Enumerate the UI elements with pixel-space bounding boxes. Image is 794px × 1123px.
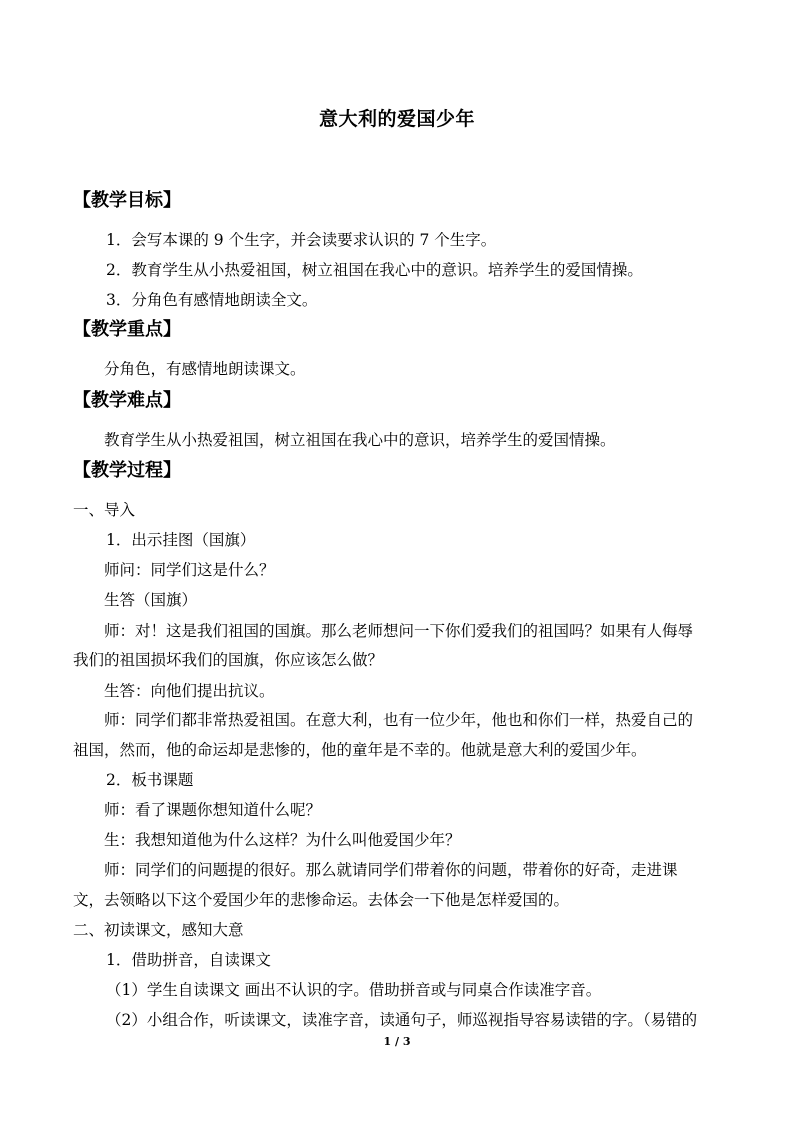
process-line: 师问：同学们这是什么？ bbox=[104, 561, 275, 579]
process-line: 2．板书课题 bbox=[106, 771, 194, 789]
section-heading-process: 【教学过程】 bbox=[73, 460, 181, 481]
section-heading-key: 【教学重点】 bbox=[73, 319, 181, 340]
process-line: 生：我想知道他为什么这样？为什么叫他爱国少年？ bbox=[104, 831, 461, 849]
process-line: 1．出示挂图（国旗） bbox=[106, 531, 256, 549]
process-line: 文，去领略以下这个爱国少年的悲惨命运。去体会一下他是怎样爱国的。 bbox=[73, 891, 570, 909]
key-text: 分角色，有感情地朗读课文。 bbox=[104, 360, 306, 378]
process-line: 师：对！这是我们祖国的国旗。那么老师想问一下你们爱我们的祖国吗？如果有人侮辱 bbox=[104, 622, 694, 640]
process-line: 师：看了课题你想知道什么呢？ bbox=[104, 801, 322, 819]
process-line: 我们的祖国损坏我们的国旗，你应该怎么做？ bbox=[73, 651, 384, 669]
difficulty-text: 教育学生从小热爱祖国，树立祖国在我心中的意识，培养学生的爱国情操。 bbox=[104, 431, 616, 449]
goal-item: 2．教育学生从小热爱祖国，树立祖国在我心中的意识。培养学生的爱国情操。 bbox=[106, 261, 643, 279]
goal-item: 1．会写本课的 9 个生字，并会读要求认识的 7 个生字。 bbox=[106, 231, 497, 249]
page-number: 1 / 3 bbox=[383, 1035, 411, 1048]
process-line: 师：同学们的问题提的很好。那么就请同学们带着你的问题，带着你的好奇，走进课 bbox=[104, 861, 678, 879]
process-line: （2）小组合作，听读课文，读准字音，读通句子，师巡视指导容易读错的字。（易错的 bbox=[106, 1011, 698, 1029]
process-line: 生答（国旗） bbox=[104, 591, 198, 609]
process-line: （1）学生自读课文 画出不认识的字。借助拼音或与同桌合作读准字音。 bbox=[106, 981, 602, 999]
document-title: 意大利的爱国少年 bbox=[318, 108, 475, 130]
goal-item: 3．分角色有感情地朗读全文。 bbox=[106, 291, 318, 309]
process-line: 生答：向他们提出抗议。 bbox=[104, 682, 275, 700]
process-line: 祖国，然而，他的命运却是悲惨的，他的童年是不幸的。他就是意大利的爱国少年。 bbox=[73, 741, 647, 759]
section-heading-goals: 【教学目标】 bbox=[73, 190, 181, 211]
process-line: 1．借助拼音，自读课文 bbox=[106, 951, 271, 969]
process-line: 师：同学们都非常热爱祖国。在意大利，也有一位少年，他也和你们一样，热爱自己的 bbox=[104, 711, 694, 729]
process-line: 一、导入 bbox=[73, 501, 136, 519]
process-line: 二、初读课文，感知大意 bbox=[73, 921, 244, 939]
section-heading-difficulty: 【教学难点】 bbox=[73, 390, 181, 411]
